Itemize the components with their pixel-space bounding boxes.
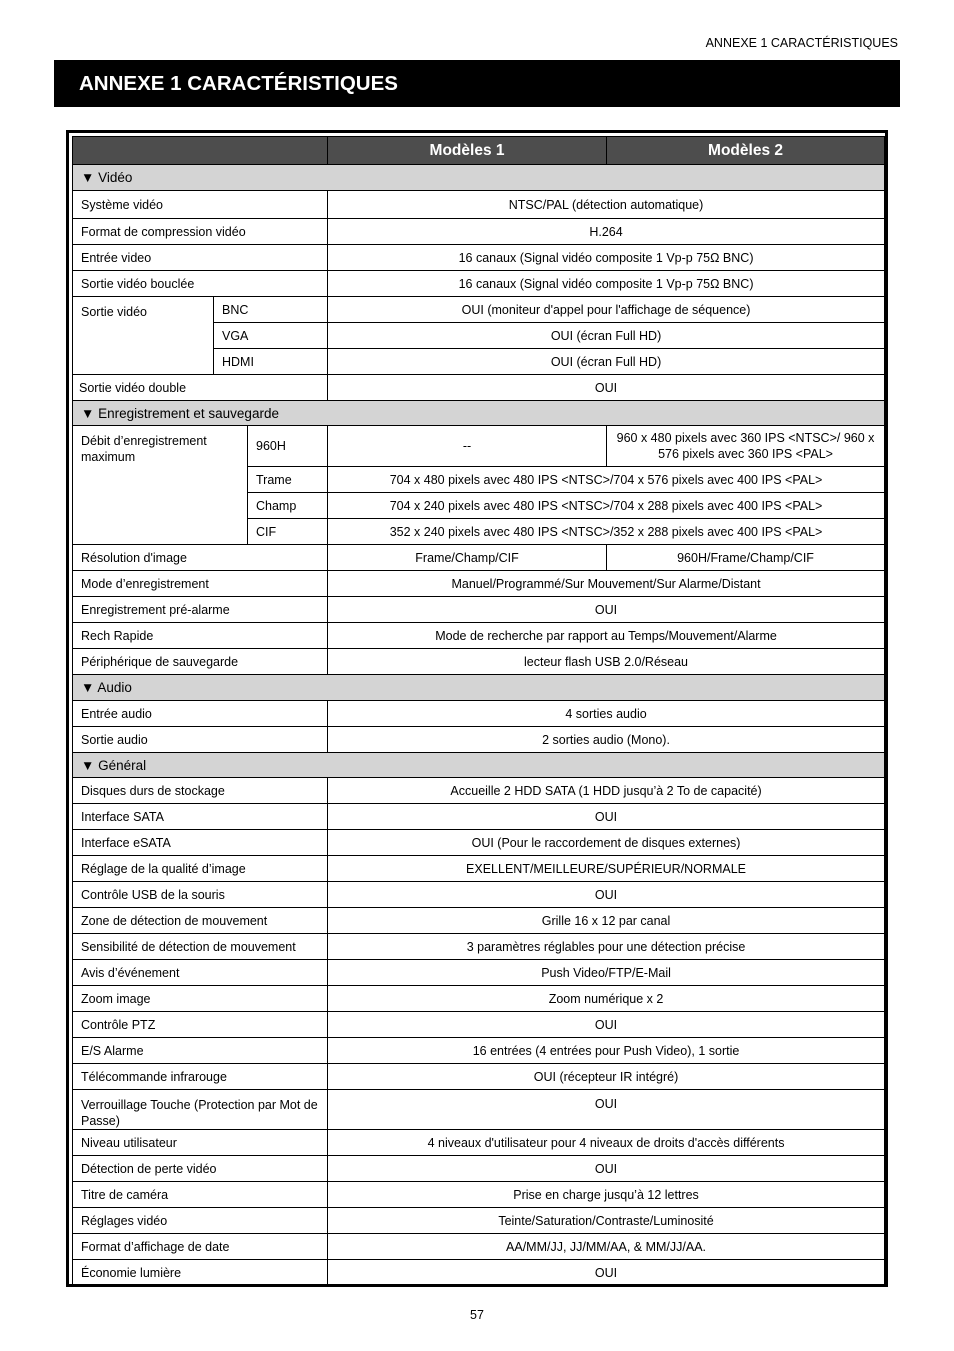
table-row	[73, 426, 885, 467]
row-value: Zoom numérique x 2	[328, 986, 885, 1012]
row-value: Prise en charge jusqu’à 12 lettres	[328, 1182, 885, 1208]
table-row	[73, 571, 885, 597]
row-value: OUI	[328, 804, 885, 830]
table-row	[73, 219, 885, 245]
row-label: Détection de perte vidéo	[73, 1156, 328, 1182]
running-header: ANNEXE 1 CARACTÉRISTIQUES	[705, 36, 898, 50]
row-value: Accueille 2 HDD SATA (1 HDD jusqu’à 2 To de capacité)	[328, 778, 885, 804]
table-row	[73, 960, 885, 986]
row-label: Contrôle PTZ	[73, 1012, 328, 1038]
row-label: Zone de détection de mouvement	[73, 908, 328, 934]
row-label: Télécommande infrarouge	[73, 1064, 328, 1090]
sub-label: CIF	[248, 519, 328, 545]
row-value: OUI (récepteur IR intégré)	[328, 1064, 885, 1090]
row-label: Niveau utilisateur	[73, 1130, 328, 1156]
table-row	[73, 934, 885, 960]
row-label: Réglage de la qualité d’image	[73, 856, 328, 882]
table-row	[73, 986, 885, 1012]
table-row	[73, 1012, 885, 1038]
row-label: Enregistrement pré-alarme	[73, 597, 328, 623]
table-row	[73, 1130, 885, 1156]
table-row	[73, 908, 885, 934]
row-value: OUI (Pour le raccordement de disques externes)	[328, 830, 885, 856]
row-label: Sortie vidéo bouclée	[73, 271, 328, 297]
row-value: lecteur flash USB 2.0/Réseau	[328, 649, 885, 675]
row-value: Teinte/Saturation/Contraste/Luminosité	[328, 1208, 885, 1234]
row-label: Réglages vidéo	[73, 1208, 328, 1234]
sub-label: 960H	[248, 426, 328, 467]
row-label: Entrée video	[73, 245, 328, 271]
page-title: ANNEXE 1 CARACTÉRISTIQUES	[54, 60, 900, 107]
row-label: Disques durs de stockage	[73, 778, 328, 804]
row-value: Grille 16 x 12 par canal	[328, 908, 885, 934]
row-label: Entrée audio	[73, 701, 328, 727]
row-value: OUI	[328, 597, 885, 623]
row-label: Avis d’événement	[73, 960, 328, 986]
table-row	[73, 1064, 885, 1090]
row-value: OUI (écran Full HD)	[328, 349, 885, 375]
row-label: Zoom image	[73, 986, 328, 1012]
table-row	[73, 271, 885, 297]
table-row	[73, 375, 885, 401]
row-label: Sortie vidéo	[73, 297, 214, 375]
table-row	[73, 1260, 885, 1286]
row-label: Système vidéo	[73, 191, 328, 219]
header-blank-cell	[73, 137, 328, 165]
page-number: 57	[470, 1308, 484, 1322]
row-value: 4 niveaux d'utilisateur pour 4 niveaux de droits d'accès différents	[328, 1130, 885, 1156]
section-row-video	[73, 165, 885, 191]
table-row	[73, 804, 885, 830]
table-row	[73, 297, 885, 323]
table-row	[73, 1234, 885, 1260]
section-title-general: ▼ Général	[73, 753, 885, 778]
row-value: OUI	[328, 1156, 885, 1182]
row-label: Sortie audio	[73, 727, 328, 753]
section-row-recording	[73, 401, 885, 426]
row-label: Résolution d'image	[73, 545, 328, 571]
table-row	[73, 856, 885, 882]
row-label: Économie lumière	[73, 1260, 328, 1286]
section-title-audio: ▼ Audio	[73, 675, 885, 701]
row-label: Interface eSATA	[73, 830, 328, 856]
row-value: OUI	[328, 882, 885, 908]
row-value: 704 x 480 pixels avec 480 IPS <NTSC>/704 x 576 pixels avec 400 IPS <PAL>	[328, 467, 885, 493]
column-header-model1: Modèles 1	[328, 137, 607, 165]
row-label: Débit d’enregistrement maximum	[73, 426, 248, 545]
row-value: 2 sorties audio (Mono).	[328, 727, 885, 753]
specifications-table	[72, 136, 885, 1286]
row-label: Sortie vidéo double	[73, 375, 328, 401]
table-row	[73, 545, 885, 571]
table-row	[73, 778, 885, 804]
row-value: OUI (écran Full HD)	[328, 323, 885, 349]
table-row	[73, 191, 885, 219]
row-label: Format de compression vidéo	[73, 219, 328, 245]
row-value: OUI (moniteur d'appel pour l'affichage de séquence)	[328, 297, 885, 323]
row-value: OUI	[328, 375, 885, 401]
row-value-model2: 960H/Frame/Champ/CIF	[607, 545, 885, 571]
table-row	[73, 1208, 885, 1234]
row-label: Contrôle USB de la souris	[73, 882, 328, 908]
row-value: 16 canaux (Signal vidéo composite 1 Vp-p 75Ω BNC)	[328, 245, 885, 271]
column-header-model2: Modèles 2	[607, 137, 885, 165]
row-label: Verrouillage Touche (Protection par Mot de Passe)	[73, 1090, 328, 1130]
row-value: 704 x 240 pixels avec 480 IPS <NTSC>/704 x 288 pixels avec 400 IPS <PAL>	[328, 493, 885, 519]
row-value: 16 canaux (Signal vidéo composite 1 Vp-p 75Ω BNC)	[328, 271, 885, 297]
sub-label: Champ	[248, 493, 328, 519]
row-value: NTSC/PAL (détection automatique)	[328, 191, 885, 219]
row-value: OUI	[328, 1090, 885, 1130]
sub-label: BNC	[214, 297, 328, 323]
specifications-table-frame	[66, 130, 888, 1287]
row-value-model2: 960 x 480 pixels avec 360 IPS <NTSC>/ 960 x 576 pixels avec 360 IPS <PAL>	[607, 426, 885, 467]
section-row-general	[73, 753, 885, 778]
table-row	[73, 882, 885, 908]
table-row	[73, 1156, 885, 1182]
row-value: EXELLENT/MEILLEURE/SUPÉRIEUR/NORMALE	[328, 856, 885, 882]
sub-label: VGA	[214, 323, 328, 349]
row-label: E/S Alarme	[73, 1038, 328, 1064]
row-value: OUI	[328, 1012, 885, 1038]
section-title-video: ▼ Vidéo	[73, 165, 885, 191]
row-label: Rech Rapide	[73, 623, 328, 649]
table-row	[73, 1182, 885, 1208]
row-value: 16 entrées (4 entrées pour Push Video), 1 sortie	[328, 1038, 885, 1064]
table-row	[73, 649, 885, 675]
row-label: Interface SATA	[73, 804, 328, 830]
sub-label: Trame	[248, 467, 328, 493]
row-value: 3 paramètres réglables pour une détection précise	[328, 934, 885, 960]
row-label: Périphérique de sauvegarde	[73, 649, 328, 675]
table-row	[73, 623, 885, 649]
row-value-model1: Frame/Champ/CIF	[328, 545, 607, 571]
table-row	[73, 727, 885, 753]
row-value: Mode de recherche par rapport au Temps/Mouvement/Alarme	[328, 623, 885, 649]
row-label: Titre de caméra	[73, 1182, 328, 1208]
row-label: Mode d’enregistrement	[73, 571, 328, 597]
row-value: Push Video/FTP/E-Mail	[328, 960, 885, 986]
table-row	[73, 1090, 885, 1130]
row-value: H.264	[328, 219, 885, 245]
row-label: Sensibilité de détection de mouvement	[73, 934, 328, 960]
sub-label: HDMI	[214, 349, 328, 375]
row-value: OUI	[328, 1260, 885, 1286]
row-value-model1: --	[328, 426, 607, 467]
table-row	[73, 245, 885, 271]
row-label: Format d’affichage de date	[73, 1234, 328, 1260]
section-row-audio	[73, 675, 885, 701]
row-value: Manuel/Programmé/Sur Mouvement/Sur Alarme/Distant	[328, 571, 885, 597]
table-row	[73, 1038, 885, 1064]
row-value: 4 sorties audio	[328, 701, 885, 727]
table-row	[73, 701, 885, 727]
row-value: 352 x 240 pixels avec 480 IPS <NTSC>/352 x 288 pixels avec 400 IPS <PAL>	[328, 519, 885, 545]
row-value: AA/MM/JJ, JJ/MM/AA, & MM/JJ/AA.	[328, 1234, 885, 1260]
section-title-recording: ▼ Enregistrement et sauvegarde	[73, 401, 885, 426]
table-header-row	[73, 137, 885, 165]
table-row	[73, 597, 885, 623]
table-row	[73, 830, 885, 856]
